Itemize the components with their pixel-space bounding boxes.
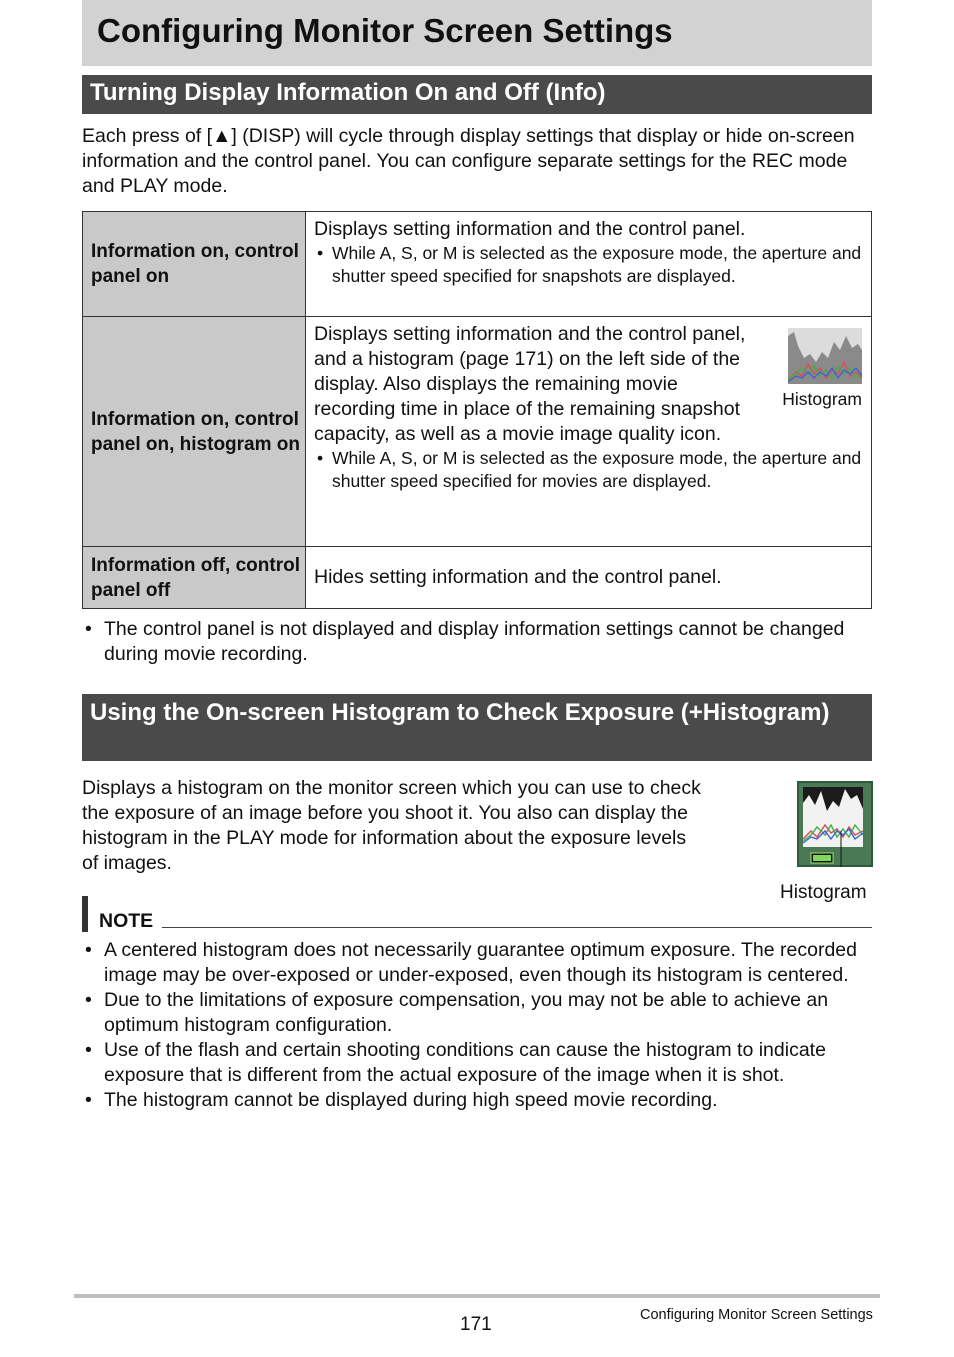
footer-section-name: Configuring Monitor Screen Settings bbox=[640, 1307, 873, 1323]
note-item: • The histogram cannot be displayed during high speed movie recording. bbox=[82, 1088, 872, 1113]
row-description bbox=[306, 547, 871, 608]
note-item: • A centered histogram does not necessarily guarantee optimum exposure. The recorded image may be over-exposed or under-exposed, even though its histogram is centered. bbox=[82, 938, 872, 988]
movie-recording-note: • The control panel is not displayed and display information settings cannot be changed during movie recording. bbox=[82, 617, 894, 667]
note-item: • Use of the flash and certain shooting conditions can cause the histogram to indicate exposure that is different from the actual exposure of the image when it is shot. bbox=[82, 1038, 872, 1088]
page-number: 171 bbox=[460, 1314, 492, 1335]
section-histogram-intro: Displays a histogram on the monitor screen which you can use to check the exposure of an image before you shoot it. You also can display the histogram in the PLAY mode for information about the exposure levels of images. bbox=[82, 777, 701, 874]
row-description bbox=[306, 317, 871, 546]
row-label: Information on, control panel on bbox=[83, 212, 306, 316]
note-divider bbox=[162, 927, 872, 928]
row-label: Information off, control panel off bbox=[83, 547, 306, 608]
histogram-screen-image bbox=[797, 781, 873, 867]
row-bullet: • While A, S, or M is selected as the exposure mode, the aperture and shutter speed specified for snapshots are displayed. bbox=[314, 242, 863, 287]
section-heading-histogram-text: Using the On-screen Histogram to Check Exposure (+Histogram) bbox=[90, 699, 830, 726]
note-list bbox=[82, 938, 872, 1113]
table-row bbox=[83, 546, 871, 608]
section-heading-info-text: Turning Display Information On and Off (Info) bbox=[90, 79, 606, 106]
table-row bbox=[83, 316, 871, 546]
info-settings-table bbox=[82, 211, 872, 609]
histogram-thumbnail-image bbox=[788, 328, 862, 384]
note-marker bbox=[82, 896, 88, 932]
histogram-thumbnail-caption: Histogram bbox=[782, 389, 862, 409]
note-item: • Due to the limitations of exposure compensation, you may not be able to achieve an optimum histogram configuration. bbox=[82, 988, 872, 1038]
histogram-screen-caption: Histogram bbox=[780, 882, 867, 903]
footer-divider bbox=[74, 1294, 880, 1298]
row-description-text: Displays setting information and the control panel, and a histogram (page 171) on the left side of the display. Also displays the remaining movie recording time in place of the remaining snapshot capacity, as well as a movie image quality icon. bbox=[314, 323, 746, 445]
section-heading-info bbox=[82, 75, 872, 114]
table-row bbox=[83, 212, 871, 316]
section-info-intro: Each press of [▲] (DISP) will cycle through display settings that display or hide on-screen information and the control panel. You can configure separate settings for the REC mode and PLAY mode. bbox=[82, 125, 855, 197]
row-description bbox=[306, 212, 871, 316]
row-description-text: Displays setting information and the control panel. bbox=[314, 218, 746, 240]
page-title: Configuring Monitor Screen Settings bbox=[97, 12, 673, 49]
section-heading-histogram bbox=[82, 694, 872, 761]
row-description-text: Hides setting information and the control panel. bbox=[314, 565, 722, 588]
note-label: NOTE bbox=[99, 910, 154, 932]
row-label: Information on, control panel on, histogram on bbox=[83, 317, 306, 546]
row-bullet: • While A, S, or M is selected as the exposure mode, the aperture and shutter speed specified for movies are displayed. bbox=[314, 447, 863, 492]
